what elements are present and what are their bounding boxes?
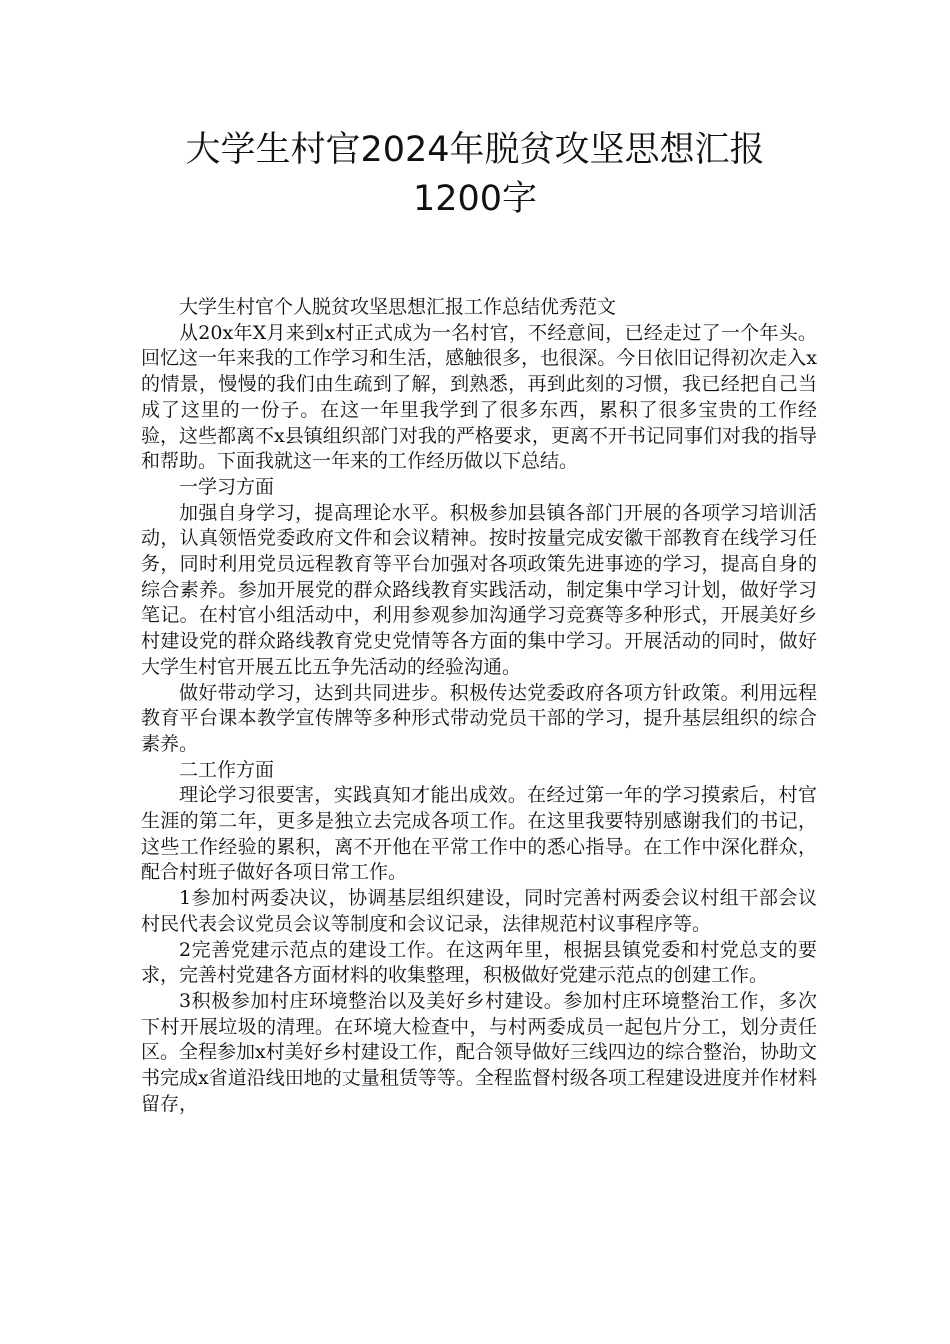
work-item-2: 2完善党建示范点的建设工作。在这两年里，根据县镇党委和村党总支的要求，完善村党建各方面材料的收集整理，积极做好党建示范点的创建工作。 — [141, 938, 817, 987]
title-line-1: 大学生村官2024年脱贫攻坚思想汇报 — [185, 130, 765, 170]
intro-paragraph: 从20x年X月来到x村正式成为一名村官，不经意间，已经走过了一个年头。回忆这一年来我的工作学习和生活，感触很多，也很深。今日依旧记得初次走入x的情景，慢慢的我们由生疏到了解，到熟悉，再到此刻的习惯，我已经把自己当成了这里的一份子。在这一年里我学到了很多东西，累积了很多宝贵的工作经验，这些都离不x县镇组织部门对我的严格要求，更离不开书记同事们对我的指导和帮助。下面我就这一年来的工作经历做以下总结。 — [141, 321, 817, 473]
document-title — [120, 126, 830, 224]
work-item-3: 3积极参加村庄环境整治以及美好乡村建设。参加村庄环境整治工作，多次下村开展垃圾的清理。在环境大检查中，与村两委成员一起包片分工，划分责任区。全程参加x村美好乡村建设工作，配合领导做好三线四边的综合整治，协助文书完成x省道沿线田地的丈量租赁等等。全程监督村级各项工程建设进度并作材料留存， — [141, 989, 817, 1115]
study-paragraph-2: 做好带动学习，达到共同进步。积极传达党委政府各项方针政策。利用远程教育平台课本教学宣传牌等多种形式带动党员干部的学习，提升基层组织的综合素养。 — [141, 681, 817, 755]
work-item-1: 1参加村两委决议，协调基层组织建设，同时完善村两委会议村组干部会议村民代表会议党员会议等制度和会议记录，法律规范村议事程序等。 — [141, 887, 817, 935]
work-paragraph-intro: 理论学习很要害，实践真知才能出成效。在经过第一年的学习摸索后，村官生涯的第二年，更多是独立去完成各项工作。在这里我要特别感谢我们的书记，这些工作经验的累积，离不开他在平常工作中的悉心指导。在工作中深化群众，配合村班子做好各项日常工作。 — [141, 784, 817, 884]
section-heading-work: 二工作方面 — [179, 758, 275, 781]
document-body — [141, 295, 817, 1118]
document-subtitle: 大学生村官个人脱贫攻坚思想汇报工作总结优秀范文 — [179, 296, 617, 318]
study-paragraph-1: 加强自身学习，提高理论水平。积极参加县镇各部门开展的各项学习培训活动，认真领悟党委政府文件和会议精神。按时按量完成安徽干部教育在线学习任务，同时利用党员远程教育等平台加强对各项政策先进事迹的学习，提高自身的综合素养。参加开展党的群众路线教育实践活动，制定集中学习计划，做好学习笔记。在村官小组活动中，利用参观参加沟通学习竞赛等多种形式，开展美好乡村建设党的群众路线教育党史党情等各方面的集中学习。开展活动的同时，做好大学生村官开展五比五争先活动的经验沟通。 — [141, 501, 817, 678]
title-line-2: 1200字 — [412, 179, 538, 219]
section-heading-study: 一学习方面 — [179, 475, 275, 498]
